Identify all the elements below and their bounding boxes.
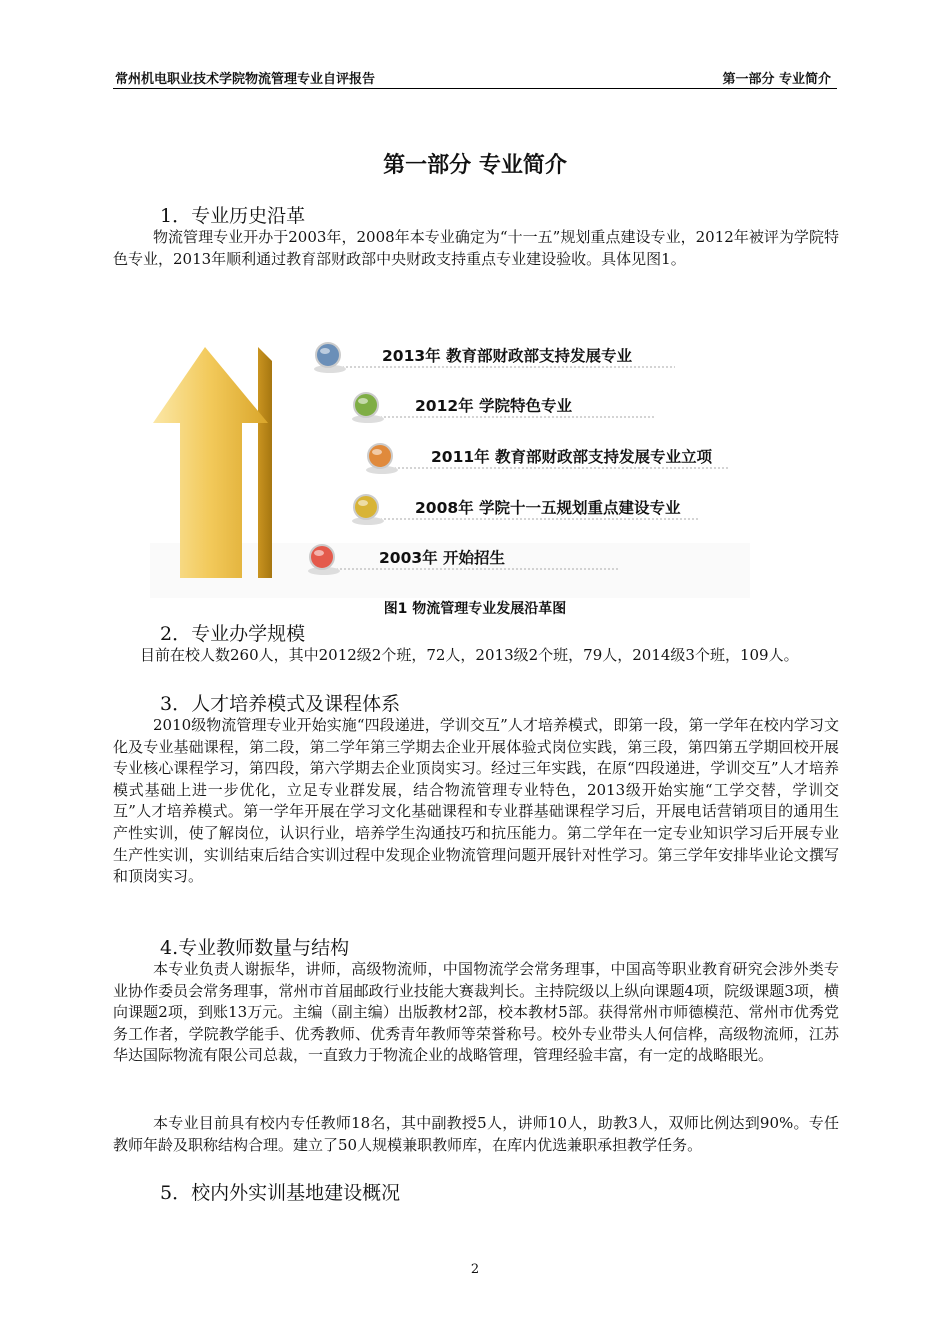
paragraph-teachers-leader: 本专业负责人谢振华，讲师，高级物流师，中国物流学会常务理事，中国高等职业教育研究会涉外类专业协作委员会常务理事，常州市首届邮政行业技能大赛裁判长。主持院级以上纵向课题4项，院级课题3项，横向课题2项，到账13万元。主编（副主编）出版教材2部，校本教材5部。获得常州市师德模范、常州市优秀党务工作者，学院教学能手、优秀教师、优秀青年教师等荣誉称号。校外专业带头人何信桦，高级物流师，江苏华达国际物流有限公司总裁，一直致力于物流企业的战略管理，管理经验丰富，有一定的战略眼光。 [113,960,839,1065]
milestone-label: 2012年 学院特色专业 [415,397,573,415]
milestone-ball-icon [354,495,378,519]
milestone-0 [314,343,675,373]
milestones-layer [308,343,730,575]
milestone-ball-highlight [320,348,330,354]
page-title: 第一部分 专业简介 [383,153,567,178]
milestone-3 [352,495,698,525]
milestone-label: 2011年 教育部财政部支持发展专业立项 [431,448,713,466]
milestone-2 [366,444,730,474]
section-heading-teachers: 4.专业教师数量与结构 [160,937,350,959]
header-left-text: 常州机电职业技术学院物流管理专业自评报告 [115,72,376,87]
milestone-1 [352,393,655,423]
milestone-ball-highlight [372,449,382,455]
section-heading-training-base: 5．校内外实训基地建设概况 [160,1182,401,1204]
development-figure [150,325,790,600]
paragraph-mode: 2010级物流管理专业开始实施“四段递进，学训交互”人才培养模式，即第一段，第一学年在校内学习文化及专业基础课程，第二段，第二学年第三学期去企业开展体验式岗位实践，第三段，第四第五学期回校开展专业核心课程学习，第四段，第六学期去企业顶岗实习。经过三年实践，在原“四段递进，学训交互”人才培养模式基础上进一步优化，立足专业群发展，结合物流管理专业特色，2013级开始实施“工学交替，学训交互”人才培养模式。第一学年开展在学习文化基础课程和专业群基础课程学习后，开展电话营销项目的通用生产性实训，使了解岗位，认识行业，培养学生沟通技巧和抗压能力。第二学年在一定专业知识学习后开展专业生产性实训，实训结束后结合实训过程中发现企业物流管理问题开展针对性学习。第三学年安排毕业论文撰写和顶岗实习。 [113,716,839,886]
arrow-side-shape [258,347,272,578]
milestone-label: 2008年 学院十一五规划重点建设专业 [415,499,681,517]
section-heading-scale: 2．专业办学规模 [160,623,306,645]
milestone-label: 2003年 开始招生 [379,549,506,567]
figure-caption: 图1 物流管理专业发展沿革图 [383,601,567,617]
paragraph-teachers-structure: 本专业目前具有校内专任教师18名，其中副教授5人，讲师10人，助教3人，双师比例达到90%。专任教师年龄及职称结构合理。建立了50人规模兼职教师库，在库内优选兼职承担教学任务。 [113,1114,839,1154]
milestone-ball-icon [354,393,378,417]
milestone-ball-icon [310,545,334,569]
page-header [113,66,837,89]
paragraph-scale: 目前在校人数260人，其中2012级2个班，72人，2013级2个班，79人，2014级3个班，109人。 [140,646,799,664]
milestone-ball-highlight [358,398,368,404]
milestone-ball-icon [368,444,392,468]
header-right-text: 第一部分 专业简介 [722,72,831,87]
section-heading-mode: 3．人才培养模式及课程体系 [160,693,401,715]
milestone-ball-highlight [358,500,368,506]
milestone-label: 2013年 教育部财政部支持发展专业 [382,347,633,365]
milestone-ball-icon [316,343,340,367]
milestone-ball-highlight [314,550,324,556]
section-heading-history: 1．专业历史沿革 [160,205,306,227]
paragraph-history: 物流管理专业开办于2003年，2008年本专业确定为“十一五”规划重点建设专业，2012年被评为学院特色专业，2013年顺利通过教育部财政部中央财政支持重点专业建设验收。具体见图1。 [113,228,839,268]
page-number: 2 [470,1262,480,1277]
